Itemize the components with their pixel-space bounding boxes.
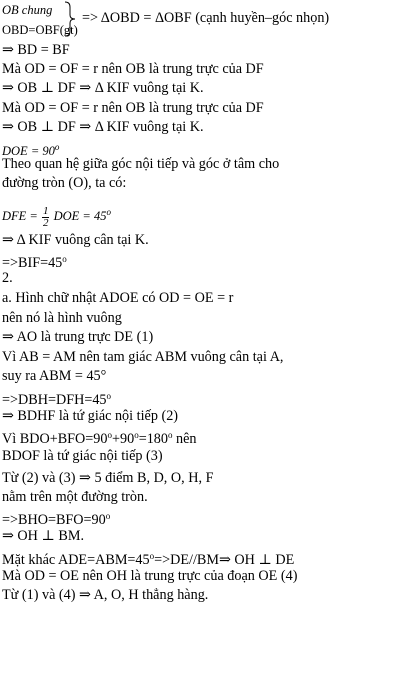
given-line-1: OB chung [2, 3, 53, 17]
ade-degree: o [149, 551, 155, 561]
line-ao-trung-truc: ⇒ AO là trung trực DE (1) [2, 329, 154, 345]
line-ob-trung-truc-1: Mà OD = OF = r nên OB là trung trực của DF [2, 61, 264, 77]
line-kif-vuong-can: ⇒ Δ KIF vuông cân tại K. [2, 232, 149, 248]
dfe-right: DOE = 45 [53, 209, 107, 223]
line-ob-perp-1: ⇒ OB ⊥ DF ⇒ Δ KIF vuông tại K. [2, 80, 204, 96]
line-bho-bfo [2, 508, 110, 529]
line-theory-2: đường tròn (O), ta có: [2, 175, 127, 191]
ade-text-b: =>DE//BM⇒ OH ⊥ DE [154, 552, 295, 568]
right-brace-icon [64, 1, 76, 37]
line-hinh-vuong: nên nó là hình vuông [2, 310, 122, 326]
ade-text-a: Mặt khác ADE=ABM=45 [2, 552, 150, 568]
part-2-number: 2. [2, 270, 13, 286]
line-bd-bf: ⇒ BD = BF [2, 42, 70, 58]
header-conclusion: => ΔOBD = ΔOBF (cạnh huyền–góc nhọn) [82, 10, 330, 26]
half-fraction [42, 206, 50, 229]
line-oh-trung-truc: Mà OD = OE nên OH là trung trực của đoạn OE (4) [2, 568, 298, 584]
line-dbh-dfh [2, 388, 111, 409]
line-adoe: a. Hình chữ nhật ADOE có OD = OE = r [2, 290, 234, 306]
line-abm-45: suy ra ABM = 45° [2, 368, 107, 384]
dfe-left: DFE = [2, 209, 38, 223]
line-bdof: BDOF là tứ giác nội tiếp (3) [2, 448, 163, 464]
bdo-text-a: Vì BDO+BFO=90 [2, 431, 108, 447]
bho-text: =>BHO=BFO=90 [2, 512, 106, 528]
dfe-degree: o [106, 207, 111, 217]
line-theory-1: Theo quan hệ giữa góc nội tiếp và góc ở tâm cho [2, 156, 280, 172]
line-abm-vuong-can: Vì AB = AM nên tam giác ABM vuông cân tại A, [2, 349, 284, 365]
line-dfe-formula [2, 199, 111, 229]
bif-degree: o [62, 254, 67, 264]
bdo-degree-2: o [134, 430, 139, 440]
line-ob-perp-2: ⇒ OB ⊥ DF ⇒ Δ KIF vuông tại K. [2, 119, 204, 135]
line-oh-perp-bm: ⇒ OH ⊥ BM. [2, 528, 84, 544]
doe-text: DOE = 90 [2, 144, 55, 158]
line-bdo-bfo [2, 427, 197, 448]
bdo-text-c: =180 [138, 431, 168, 447]
line-ob-trung-truc-2: Mà OD = OF = r nên OB là trung trực của DF [2, 100, 264, 116]
given-line-2: OBD=OBF(gt) [2, 23, 78, 37]
bdo-degree-3: o [167, 430, 173, 440]
line-tu-2-3: Từ (2) và (3) ⇒ 5 điểm B, D, O, H, F [2, 470, 214, 486]
fraction-denominator: 2 [42, 216, 49, 229]
line-thang-hang: Từ (1) và (4) ⇒ A, O, H thẳng hàng. [2, 587, 209, 603]
dbh-text: =>DBH=DFH=45 [2, 392, 107, 408]
bdo-text-b: +90 [111, 431, 135, 447]
dbh-degree: o [106, 391, 112, 401]
line-duong-tron: nằm trên một đường tròn. [2, 489, 148, 505]
bdo-degree-1: o [107, 430, 112, 440]
fraction-numerator: 1 [42, 204, 49, 217]
line-bdhf: ⇒ BDHF là tứ giác nội tiếp (2) [2, 408, 179, 424]
bdo-text-d: nên [172, 431, 197, 447]
doe-degree: o [54, 142, 60, 152]
line-bif [2, 251, 67, 272]
bho-degree: o [105, 511, 111, 521]
bif-text: =>BIF=45 [2, 255, 63, 271]
line-ade-abm [2, 548, 294, 569]
